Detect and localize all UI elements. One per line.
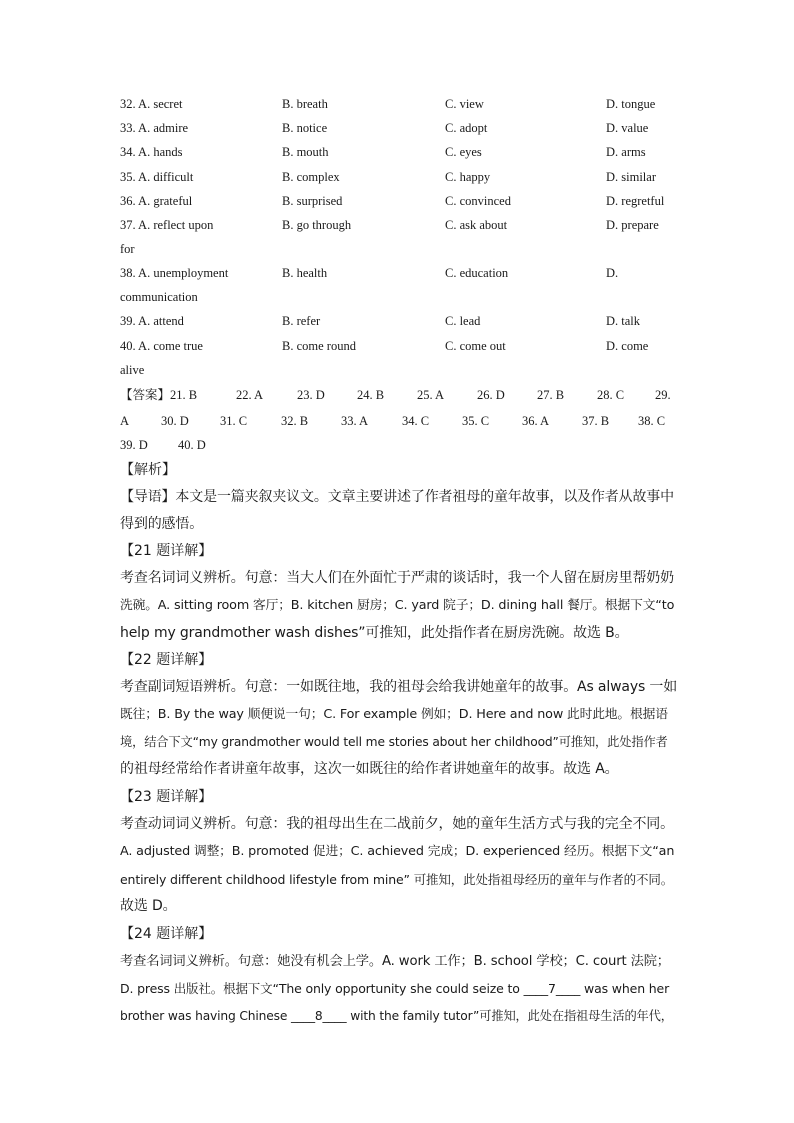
answer-item: 29. xyxy=(655,388,671,402)
option-c: C. view xyxy=(445,97,484,111)
option-a: 38. A. unemployment xyxy=(120,266,229,280)
option-b: B. complex xyxy=(282,170,340,184)
text-line: 得到的感悟。 xyxy=(120,516,204,533)
option-wrap-40: alive xyxy=(120,363,145,377)
text-line: brother was having Chinese ____8____ with the family tutor”可推知，此处在指祖母生活的年代， xyxy=(120,1008,673,1023)
q21-header: 【21 题详解】 xyxy=(120,543,213,559)
answer-item: 25. A xyxy=(417,388,445,402)
option-d: D. regretful xyxy=(606,194,665,208)
answer-key-row-1 xyxy=(120,385,680,405)
option-b: B. health xyxy=(282,266,328,280)
option-b: B. breath xyxy=(282,97,328,111)
option-a: 33. A. admire xyxy=(120,121,189,135)
option-c: C. adopt xyxy=(445,121,488,135)
answer-item: 35. C xyxy=(462,414,490,428)
option-a: 40. A. come true xyxy=(120,339,203,353)
text-line: 考查动词词义辨析。句意：我的祖母出生在二战前夕，她的童年生活方式与我的完全不同。 xyxy=(120,816,674,832)
q22-header: 【22 题详解】 xyxy=(120,652,213,668)
option-wrap-37: for xyxy=(120,242,135,256)
option-d: D. come xyxy=(606,339,649,353)
option-a: 35. A. difficult xyxy=(120,170,194,184)
answer-item: 【答案】21. B xyxy=(120,388,198,402)
answer-item: 40. D xyxy=(178,438,206,452)
option-c: C. come out xyxy=(445,339,506,353)
guide-paragraph xyxy=(120,484,678,539)
option-b: B. come round xyxy=(282,339,356,353)
text-line: D. press 出版社。根据下文“The only opportunity she could seize to ____7____ was when her xyxy=(120,981,670,997)
option-d: D. value xyxy=(606,121,649,135)
text-line: A. adjusted 调整；B. promoted 促进；C. achieved 完成；D. experienced 经历。根据下文“an xyxy=(120,844,675,860)
answer-item: 31. C xyxy=(220,414,248,428)
text-line: 考查名词词义辨析。句意：当大人们在外面忙于严肃的谈话时，我一个人留在厨房里帮奶奶 xyxy=(120,570,674,586)
answer-item: 38. C xyxy=(638,414,666,428)
text-line: 考查副词短语辨析。句意：一如既往地，我的祖母会给我讲她童年的故事。As always 一如 xyxy=(120,679,678,695)
q24-header: 【24 题详解】 xyxy=(120,926,213,942)
option-c: C. happy xyxy=(445,170,491,184)
text-line: 境，结合下文“my grandmother would tell me stories about her childhood”可推知，此处指作者 xyxy=(120,734,668,749)
answer-item: 34. C xyxy=(402,414,430,428)
option-a: 34. A. hands xyxy=(120,145,183,159)
option-c: C. ask about xyxy=(445,218,508,232)
text-line: 故选 D。 xyxy=(120,897,177,914)
option-d: D. prepare xyxy=(606,218,659,232)
answer-item: 30. D xyxy=(161,414,189,428)
option-b: B. notice xyxy=(282,121,328,135)
text-line: 的祖母经常给作者讲童年故事，这次一如既往的给作者讲她童年的故事。故选 A。 xyxy=(120,760,619,777)
option-a: 39. A. attend xyxy=(120,314,184,328)
option-d: D. tongue xyxy=(606,97,656,111)
q23-paragraph xyxy=(120,811,678,920)
option-d: D. arms xyxy=(606,145,646,159)
analysis-header: 【解析】 xyxy=(120,462,176,478)
q24-paragraph xyxy=(120,948,678,1030)
q22-paragraph xyxy=(120,674,678,783)
answer-item: 23. D xyxy=(297,388,325,402)
option-a: 36. A. grateful xyxy=(120,194,193,208)
text-line: help my grandmother wash dishes”可推知，此处指作者在厨房洗碗。故选 B。 xyxy=(120,624,629,641)
answer-item: 39. D xyxy=(120,438,148,452)
option-c: C. convinced xyxy=(445,194,511,208)
answer-item: 32. B xyxy=(281,414,309,428)
option-d: D. xyxy=(606,266,619,280)
q23-header: 【23 题详解】 xyxy=(120,789,213,805)
text-line: 【导语】本文是一篇夹叙夹议文。文章主要讲述了作者祖母的童年故事，以及作者从故事中 xyxy=(120,489,674,505)
text-line: 考查名词词义辨析。句意：她没有机会上学。A. work 工作；B. school 学校；C. court 法院； xyxy=(120,954,670,969)
option-d: D. similar xyxy=(606,170,656,184)
answer-item: 22. A xyxy=(236,388,264,402)
option-c: C. eyes xyxy=(445,145,482,159)
answer-key-row-2 xyxy=(120,411,680,431)
option-c: C. education xyxy=(445,266,509,280)
answer-item: A xyxy=(120,414,130,428)
option-wrap-38: communication xyxy=(120,290,198,304)
answer-item: 26. D xyxy=(477,388,505,402)
answer-item: 27. B xyxy=(537,388,565,402)
option-a: 32. A. secret xyxy=(120,97,183,111)
text-line: 洗碗。A. sitting room 客厅；B. kitchen 厨房；C. yard 院子；D. dining hall 餐厅。根据下文“to xyxy=(120,598,675,614)
answer-item: 36. A xyxy=(522,414,550,428)
option-c: C. lead xyxy=(445,314,481,328)
option-b: B. go through xyxy=(282,218,352,232)
option-b: B. refer xyxy=(282,314,321,328)
text-line: 既往；B. By the way 顺便说一句；C. For example 例如；D. Here and now 此时此地。根据语 xyxy=(120,707,668,723)
option-b: B. surprised xyxy=(282,194,343,208)
answer-item: 37. B xyxy=(582,414,610,428)
text-line: entirely different childhood lifestyle from mine” 可推知，此处指祖母经历的童年与作者的不同。 xyxy=(120,871,674,887)
q21-paragraph xyxy=(120,565,678,647)
answer-item: 24. B xyxy=(357,388,385,402)
option-b: B. mouth xyxy=(282,145,329,159)
answer-key-row-3 xyxy=(120,435,680,455)
answer-item: 33. A xyxy=(341,414,369,428)
option-a: 37. A. reflect upon xyxy=(120,218,214,232)
answer-item: 28. C xyxy=(597,388,625,402)
option-d: D. talk xyxy=(606,314,641,328)
